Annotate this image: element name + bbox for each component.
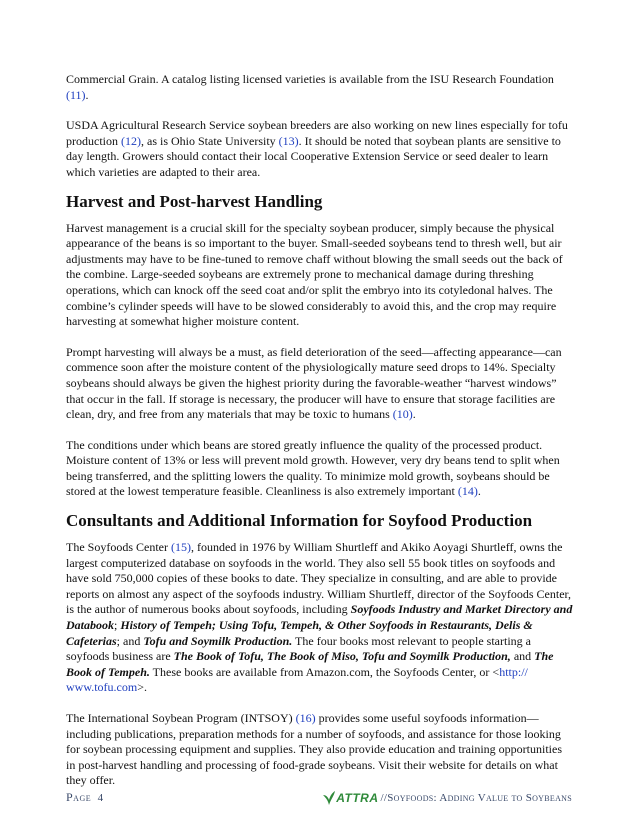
paragraph-harvest-management: Harvest management is a crucial skill for the specialty soybean producer, simply because the physical appearance of the beans is so important to the buyer. Small-seeded soybeans tend to thresh well, but air adjustments may have to be fine-tuned to remove chaff without blowing the small seeds out the back of the combine. Large-seeded soybeans are extremely prone to mechanical damage during threshing operations, which can knock off the seed coat and/or split the embryo into its cotyledonal halves. The combine’s cylinder speeds will have to be slowed considerably to avoid this, and the crop may require harvesting at somewhat higher moisture content. bbox=[66, 220, 563, 329]
book-title: History of Tempeh; Using Tofu, Tempeh, & Other Soyfoods in Restaurants, Delis & Cafeterias bbox=[66, 618, 533, 648]
text: , founded in 1976 by William Shurtleff and Akiko Aoyagi Shurtleff, owns the largest computerized database on soyfoods in the world. They also sell 55 book titles on soyfoods and have sold 750,000 copies of these books to date. They specialize in consulting, and are able to provide reports on almost any aspect of the soyfoods industry. William Shurtleff, director of the Soyfoods Center, is the author of numerous books about soyfoods, including bbox=[66, 540, 572, 617]
text: Prompt harvesting will always be a must, as field deterioration of the seed—affecting appearance—can commence soon after the moisture content of the physiologically mature seed drops to 14%. Specialty soybeans should always be given the highest priority during the favorable-weather “harvest windows” that occur in the fall. If storage is necessary, the producer will have to ensure that storage facilities are clean, dry, and free from any materials that may be toxic to humans bbox=[66, 344, 562, 422]
book-title: Soyfoods Industry and Market Directory and Databook bbox=[66, 602, 573, 633]
logo-text: ATTRA bbox=[336, 791, 379, 805]
text: Commercial Grain. A catalog listing licensed varieties is available from the ISU Research Foundation bbox=[66, 72, 554, 86]
page-label: Page bbox=[66, 790, 92, 804]
attra-logo bbox=[322, 790, 378, 806]
text: ; and bbox=[116, 633, 144, 648]
heading-harvest: Harvest and Post-harvest Handling bbox=[66, 191, 323, 211]
text: USDA Agricultural Research Service soybean breeders are also working on new lines especially for tofu production bbox=[66, 118, 568, 148]
text: The Soyfoods Center bbox=[66, 540, 171, 555]
book-title: Tofu and Soymilk Production. bbox=[143, 633, 293, 648]
text: >. bbox=[137, 680, 147, 695]
leaf-icon bbox=[322, 790, 336, 806]
book-title: The Book of Tofu, The Book of Miso, Tofu and Soymilk Production, bbox=[173, 649, 511, 664]
reference-16[interactable]: (16) bbox=[295, 711, 316, 725]
text: and bbox=[510, 649, 535, 664]
text: . bbox=[412, 407, 416, 422]
page-number-label bbox=[66, 790, 104, 805]
reference-14[interactable]: (14) bbox=[457, 484, 478, 499]
paragraph-soyfoods-center bbox=[66, 540, 574, 696]
reference-11[interactable]: (11) bbox=[66, 87, 86, 102]
reference-13[interactable]: (13) bbox=[278, 133, 299, 148]
text: The four books most relevant to people starting a soyfoods business are bbox=[66, 633, 531, 664]
reference-10[interactable]: (10) bbox=[392, 407, 413, 422]
text: , as is Ohio State University bbox=[141, 133, 279, 148]
text: The International Soybean Program (INTSOY) bbox=[66, 711, 296, 725]
paragraph-isu bbox=[66, 72, 574, 103]
text: . It should be noted that soybean plants are sensitive to day length. Growers should contact their local Cooperative Extension Service or seed dealer to learn which varieties are adapted to their area. bbox=[66, 133, 561, 179]
text: . bbox=[85, 87, 89, 102]
reference-15[interactable]: (15) bbox=[170, 540, 191, 555]
text: . bbox=[477, 484, 481, 499]
text: ; bbox=[114, 618, 121, 633]
reference-12[interactable]: (12) bbox=[121, 133, 141, 148]
paragraph-usda bbox=[66, 118, 574, 180]
footer-brand bbox=[322, 790, 572, 806]
paragraph-intsoy bbox=[66, 711, 574, 789]
publication-title: //Soyfoods: Adding Value to Soybeans bbox=[380, 792, 572, 804]
text: provides some useful soyfoods information—including publications, preparation methods for a number of soyfoods, and assistance for those looking for soybean processing equipment and supplies. They also provide education and training opportunities in post-harvest handling and processing of food-grade soybeans. Visit their website for details on what they offer. bbox=[66, 711, 563, 788]
heading-consultants: Consultants and Additional Information for Soyfood Production bbox=[66, 511, 533, 531]
text: The conditions under which beans are stored greatly influence the quality of the processed product. Moisture content of 13% or less will prevent mold growth. However, very dry beans tend to split when being transferred, and the splitting lowers the quality. To minimize mold growth, soybeans should be stored at the lowest temperature feasible. Cleanliness is also extremely important bbox=[66, 437, 560, 499]
paragraph-storage-conditions bbox=[66, 438, 574, 500]
paragraph-prompt-harvesting bbox=[66, 345, 574, 423]
tofu-website-link[interactable]: http:// www.tofu.com bbox=[66, 664, 528, 695]
text: These books are available from Amazon.com, the Soyfoods Center, or < bbox=[149, 664, 500, 679]
book-title: The Book of Tempeh. bbox=[66, 649, 554, 679]
document-page bbox=[66, 72, 574, 789]
page-footer bbox=[66, 790, 572, 806]
page-number: 4 bbox=[97, 792, 104, 804]
